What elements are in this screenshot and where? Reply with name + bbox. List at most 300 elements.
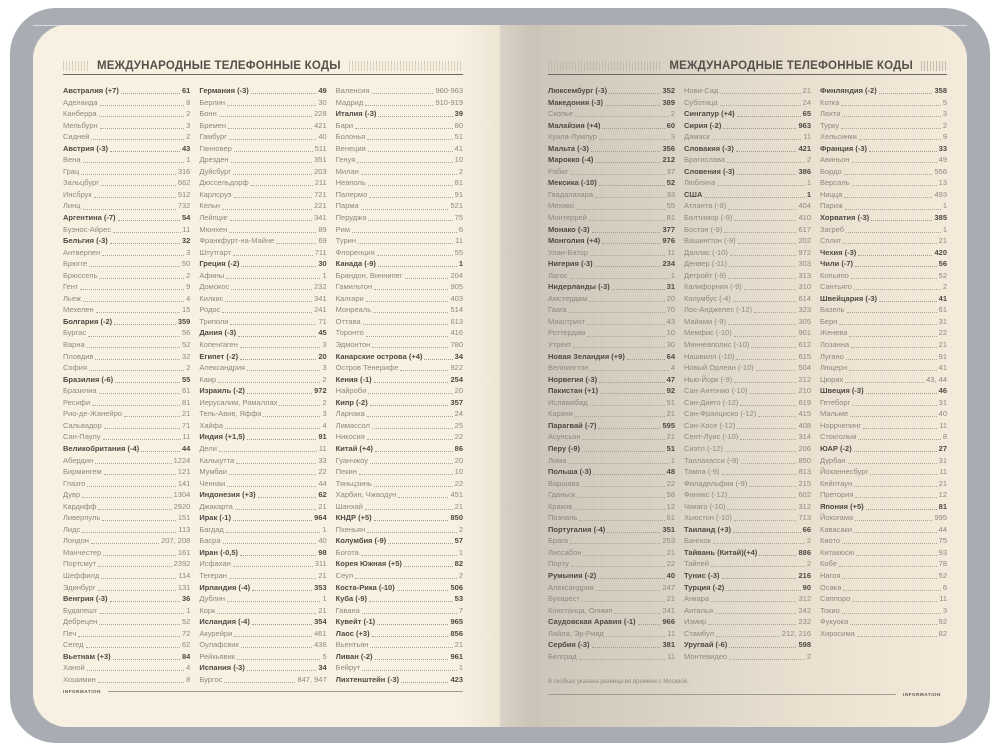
city-row	[199, 143, 326, 155]
entry-code: 3	[942, 109, 947, 119]
dot-leader	[866, 509, 937, 510]
entry-code: 595	[662, 420, 675, 430]
entry-name: Вашингтон (-9)	[684, 236, 736, 246]
entry-code: 10	[454, 467, 463, 477]
entry-code: 54	[181, 213, 191, 223]
entry-name: Корея Южная (+5)	[335, 559, 402, 569]
entry-name: Сент-Луис (-10)	[684, 432, 739, 442]
entry-name: Гетеборг	[820, 397, 851, 407]
entry-code: 1	[942, 224, 947, 234]
dot-leader	[424, 359, 452, 360]
city-row	[684, 131, 811, 143]
entry-name: Даллас (-10)	[684, 247, 728, 257]
country-row	[63, 374, 190, 386]
city-row	[336, 478, 463, 490]
city-row	[684, 270, 811, 282]
dot-leader	[78, 636, 180, 637]
entry-name: Уругвай (-6)	[684, 640, 728, 650]
dot-leader	[229, 474, 316, 475]
entry-name: Сантьяго	[820, 282, 852, 292]
entry-name: Монтеррей	[548, 213, 587, 223]
dot-leader	[738, 243, 797, 244]
entry-code: 2	[806, 559, 811, 569]
entry-code: 963	[798, 120, 811, 130]
entry-name: Перуджа	[335, 213, 367, 223]
country-row	[820, 501, 947, 513]
city-row	[199, 674, 326, 686]
dot-leader	[722, 578, 797, 579]
entry-code: 61	[666, 513, 675, 523]
entry-name: Ханой	[63, 663, 85, 673]
dot-leader	[219, 451, 317, 452]
dot-leader	[575, 116, 669, 117]
entry-code: 410	[798, 213, 811, 223]
entry-name: Вена	[63, 155, 81, 165]
entry-name: Глазго	[63, 478, 86, 488]
entry-code: 341	[314, 293, 327, 303]
city-row	[63, 547, 190, 559]
city-row	[336, 97, 463, 109]
entry-code: 44	[181, 443, 191, 453]
entry-name: Скопье	[548, 109, 574, 119]
dot-leader	[740, 405, 796, 406]
entry-code: 141	[177, 478, 191, 488]
country-row	[199, 327, 326, 339]
entry-code: 55	[454, 247, 463, 257]
dot-leader	[99, 624, 180, 625]
entry-code: 25	[454, 420, 463, 430]
dot-leader	[99, 278, 184, 279]
entry-name: Нигерия (-3)	[548, 259, 593, 269]
timezone-footnote: В скобках указана разница во времени с Москвой.	[548, 679, 689, 685]
city-row	[548, 628, 675, 640]
country-row	[336, 558, 463, 570]
entry-code: 3	[186, 120, 191, 130]
entry-code: 69	[318, 236, 327, 246]
entry-code: 421	[798, 143, 811, 153]
city-row	[820, 547, 947, 559]
entry-code: 51	[666, 443, 675, 453]
entry-name: Брюссель	[63, 270, 98, 280]
entry-code: 53	[454, 594, 463, 604]
city-row	[548, 131, 675, 143]
city-row	[63, 385, 190, 397]
entry-name: Парма	[335, 201, 359, 211]
dot-leader	[222, 312, 312, 313]
entry-name: Лагос	[548, 270, 568, 280]
dot-leader	[852, 185, 937, 186]
entry-code: 49	[938, 155, 947, 165]
entry-name: Сирия (-2)	[684, 120, 722, 130]
dot-leader	[372, 347, 448, 348]
entry-code: 121	[177, 467, 191, 477]
entry-code: 415	[798, 409, 811, 419]
city-row	[684, 316, 811, 328]
entry-name: Греция (-2)	[199, 259, 240, 269]
entry-name: Гданьск	[548, 490, 576, 500]
dot-leader	[852, 405, 936, 406]
entry-code: 207, 208	[161, 536, 191, 546]
dot-leader	[366, 301, 449, 302]
dot-leader	[372, 93, 434, 94]
dot-leader	[722, 474, 797, 475]
city-row	[684, 281, 811, 293]
entry-name: Индия (+1,5)	[199, 432, 245, 442]
city-row	[63, 605, 190, 617]
entry-name: Финляндия (-2)	[820, 86, 877, 95]
entry-name: Франция (-3)	[820, 143, 868, 153]
country-row	[548, 143, 675, 155]
city-row	[63, 639, 190, 651]
codes-columns	[63, 85, 463, 685]
entry-name: Улан-Батор	[548, 247, 589, 257]
entry-code: 216	[798, 570, 811, 580]
entry-name: Родос	[199, 305, 221, 315]
entry-name: Мехелен	[63, 305, 94, 315]
city-row	[684, 558, 811, 570]
entry-name: Акурейри	[199, 628, 233, 638]
dot-leader	[397, 590, 449, 591]
page-spread	[33, 25, 967, 727]
country-row	[548, 120, 675, 132]
entry-name: Таиланд (+3)	[684, 524, 732, 534]
dot-leader	[855, 266, 937, 267]
entry-code: 436	[314, 640, 327, 650]
footer-label: INFORMATION	[63, 689, 102, 694]
dot-leader	[842, 116, 940, 117]
entry-name: Китай (+4)	[335, 443, 373, 453]
city-row	[63, 120, 190, 132]
entry-code: 995	[934, 513, 947, 523]
dot-leader	[234, 151, 313, 152]
country-row	[548, 351, 675, 363]
city-row	[820, 362, 947, 374]
entry-name: Осака	[820, 582, 842, 592]
dot-leader	[241, 647, 312, 648]
entry-code: 32	[181, 236, 191, 246]
country-row	[199, 258, 326, 270]
entry-name: Гавана	[335, 605, 360, 615]
entry-code: 8	[186, 674, 191, 684]
dot-leader	[590, 370, 668, 371]
city-row	[548, 270, 675, 282]
entry-name: Нидерланды (-3)	[548, 282, 610, 292]
entry-name: Льеж	[63, 293, 81, 303]
city-row	[336, 177, 463, 189]
country-row	[336, 535, 463, 547]
dot-leader	[711, 601, 796, 602]
entry-name: Афины	[199, 270, 225, 280]
entry-code: 314	[798, 432, 811, 442]
entry-name: Бургас	[63, 328, 87, 338]
entry-name: Канада (-9)	[335, 259, 376, 269]
entry-name: Копенгаген	[199, 340, 238, 350]
entry-name: Япония (+5)	[820, 501, 864, 511]
city-row	[684, 235, 811, 247]
city-row	[199, 189, 326, 201]
city-row	[548, 293, 675, 305]
city-row	[684, 455, 811, 467]
city-row	[63, 501, 190, 513]
entry-name: Рио-де-Жанейро	[63, 409, 122, 419]
entry-code: 70	[666, 305, 675, 315]
hatch-pattern-icon	[921, 61, 947, 71]
dot-leader	[846, 359, 937, 360]
entry-name: ЮАР (-2)	[820, 443, 852, 453]
country-row	[684, 547, 811, 559]
entry-name: Лозанна	[820, 340, 850, 350]
entry-code: 511	[314, 143, 327, 153]
city-row	[820, 408, 947, 420]
city-row	[199, 108, 326, 120]
country-row	[336, 443, 463, 455]
country-row	[820, 212, 947, 224]
city-row	[684, 501, 811, 513]
city-row	[199, 97, 326, 109]
city-row	[336, 212, 463, 224]
dot-leader	[734, 382, 796, 383]
entry-code: 711	[314, 247, 327, 257]
entry-name: Германия (-3)	[199, 86, 249, 95]
entry-code: 2920	[173, 501, 191, 511]
dot-leader	[605, 105, 660, 106]
entry-name: Монако (-3)	[548, 224, 590, 234]
dot-leader	[850, 624, 936, 625]
city-row	[199, 154, 326, 166]
city-row	[684, 628, 811, 640]
entry-name: Рим	[335, 224, 351, 234]
entry-code: 312	[798, 594, 811, 604]
dot-leader	[587, 324, 664, 325]
entry-code: 22	[666, 559, 675, 569]
entry-name: Гамильтон	[335, 282, 373, 292]
entry-code: 850	[798, 455, 811, 465]
country-row	[548, 616, 675, 628]
entry-name: Вьентьян	[335, 640, 369, 650]
dot-leader	[224, 682, 295, 683]
city-row	[548, 200, 675, 212]
entry-code: 44	[318, 478, 327, 488]
entry-code: 242	[798, 605, 811, 615]
entry-code: 81	[181, 397, 191, 407]
city-row	[684, 212, 811, 224]
entry-code: 2	[806, 155, 811, 165]
entry-code: 21	[666, 432, 675, 442]
entry-name: Венеция	[335, 143, 366, 153]
country-row	[63, 593, 190, 605]
country-row	[548, 443, 675, 455]
city-row	[548, 535, 675, 547]
entry-code: 504	[798, 363, 811, 373]
entry-name: Фукуока	[820, 617, 849, 627]
entry-name: Нью-Йорк (-9)	[684, 374, 733, 384]
dot-leader	[850, 416, 937, 417]
dot-leader	[841, 105, 940, 106]
entry-code: 30	[666, 340, 675, 350]
dot-leader	[726, 590, 800, 591]
country-row	[336, 582, 463, 594]
left-page-footer	[63, 689, 463, 694]
dot-leader	[96, 312, 180, 313]
city-row	[63, 512, 190, 524]
dot-leader	[590, 255, 665, 256]
city-row	[820, 177, 947, 189]
dot-leader	[374, 289, 448, 290]
entry-code: 91	[318, 432, 327, 442]
city-row	[199, 235, 326, 247]
entry-code: 45	[318, 328, 327, 338]
entry-code: 43	[181, 143, 191, 153]
entry-code: 461	[314, 628, 327, 638]
city-row	[684, 258, 811, 270]
entry-name: Турку	[820, 120, 840, 130]
entry-code: 403	[450, 293, 463, 303]
entry-name: Майами (-9)	[684, 316, 726, 326]
entry-code: 20	[454, 455, 463, 465]
entry-name: Исландия (-4)	[199, 617, 250, 627]
entry-code: 247	[662, 582, 675, 592]
entry-name: Будапешт	[63, 605, 98, 615]
dot-leader	[847, 312, 937, 313]
entry-code: 4	[186, 293, 191, 303]
dot-leader	[758, 416, 796, 417]
entry-name: Копьяпо	[820, 270, 849, 280]
dot-leader	[614, 613, 660, 614]
country-row	[548, 97, 675, 109]
city-row	[336, 420, 463, 432]
dot-leader	[233, 566, 313, 567]
dot-leader	[848, 463, 937, 464]
entry-code: 11	[182, 224, 191, 234]
entry-code: 1	[942, 201, 947, 211]
entry-code: 78	[938, 559, 947, 569]
entry-code: 81	[454, 178, 463, 188]
city-row	[684, 397, 811, 409]
entry-name: Пловдив	[63, 351, 94, 361]
city-row	[548, 512, 675, 524]
entry-code: 2392	[173, 559, 191, 569]
city-row	[199, 131, 326, 143]
city-row	[548, 339, 675, 351]
dot-leader	[82, 532, 176, 533]
country-row	[336, 108, 463, 120]
entry-name: Белград	[548, 651, 577, 661]
city-row	[820, 397, 947, 409]
dot-leader	[736, 359, 796, 360]
entry-code: 66	[802, 524, 811, 534]
entry-code: 86	[454, 443, 463, 453]
city-row	[63, 524, 190, 536]
entry-name: Сан-Паулу	[63, 432, 101, 442]
city-row	[820, 224, 947, 236]
dot-leader	[276, 243, 316, 244]
entry-code: 965	[450, 617, 463, 627]
dot-leader	[231, 162, 313, 163]
entry-name: Асунсьон	[548, 432, 581, 442]
hatch-pattern-icon	[349, 61, 463, 71]
dot-leader	[401, 682, 448, 683]
dot-leader	[845, 382, 924, 383]
entry-code: 82	[454, 559, 463, 569]
dot-leader	[235, 509, 317, 510]
entry-name: Брюгге	[63, 259, 88, 269]
entry-name: Пхеньян	[335, 524, 366, 534]
entry-code: 234	[662, 259, 675, 269]
dot-leader	[600, 393, 665, 394]
country-row	[199, 547, 326, 559]
city-row	[199, 270, 326, 282]
dot-leader	[98, 509, 171, 510]
city-row	[820, 593, 947, 605]
entry-code: 21	[454, 501, 463, 511]
dot-leader	[571, 566, 665, 567]
city-row	[63, 420, 190, 432]
dot-leader	[104, 428, 180, 429]
dot-leader	[372, 428, 453, 429]
dot-leader	[716, 636, 780, 637]
entry-name: Гаага	[548, 305, 567, 315]
country-row	[820, 293, 947, 305]
dot-leader	[234, 636, 312, 637]
city-row	[684, 593, 811, 605]
entry-name: Бухарест	[548, 594, 580, 604]
entry-name: Брандон, Виннипег	[335, 270, 403, 280]
country-row	[63, 443, 190, 455]
entry-name: Аделаида	[63, 97, 98, 107]
city-row	[548, 489, 675, 501]
entry-name: Торонто	[335, 328, 364, 338]
entry-name: Хошимин	[63, 674, 96, 684]
country-row	[548, 281, 675, 293]
entry-code: 11	[182, 432, 191, 442]
entry-code: 20	[318, 351, 327, 361]
entry-name: Ирландия (-4)	[199, 582, 251, 592]
entry-name: Мадрид	[335, 97, 364, 107]
dot-leader	[733, 301, 797, 302]
entry-code: 31	[938, 397, 947, 407]
entry-name: Лимассол	[335, 420, 371, 430]
dot-leader	[217, 613, 316, 614]
entry-code: 13	[938, 178, 947, 188]
dot-leader	[759, 555, 796, 556]
entry-name: Пакистан (+1)	[548, 386, 599, 396]
entry-code: 2	[186, 132, 191, 142]
dot-leader	[583, 555, 664, 556]
entry-code: 847, 947	[297, 674, 327, 684]
entry-code: 960-963	[435, 86, 463, 95]
entry-name: Бирмингем	[63, 467, 102, 477]
entry-code: 2	[186, 109, 191, 119]
dot-leader	[367, 532, 457, 533]
entry-code: 21	[454, 640, 463, 650]
country-row	[336, 593, 463, 605]
city-row	[820, 166, 947, 178]
dot-leader	[141, 451, 180, 452]
entry-name: Бонн	[199, 109, 217, 119]
entry-code: 40	[318, 132, 327, 142]
city-row	[820, 189, 947, 201]
dot-leader	[842, 613, 941, 614]
entry-code: 420	[934, 247, 947, 257]
city-row	[684, 304, 811, 316]
dot-leader	[95, 463, 172, 464]
entry-name: Лаос (+3)	[335, 628, 370, 638]
entry-name: Амстердам	[548, 293, 588, 303]
city-row	[548, 247, 675, 259]
dot-leader	[86, 647, 180, 648]
city-row	[199, 247, 326, 259]
entry-code: 354	[314, 617, 327, 627]
